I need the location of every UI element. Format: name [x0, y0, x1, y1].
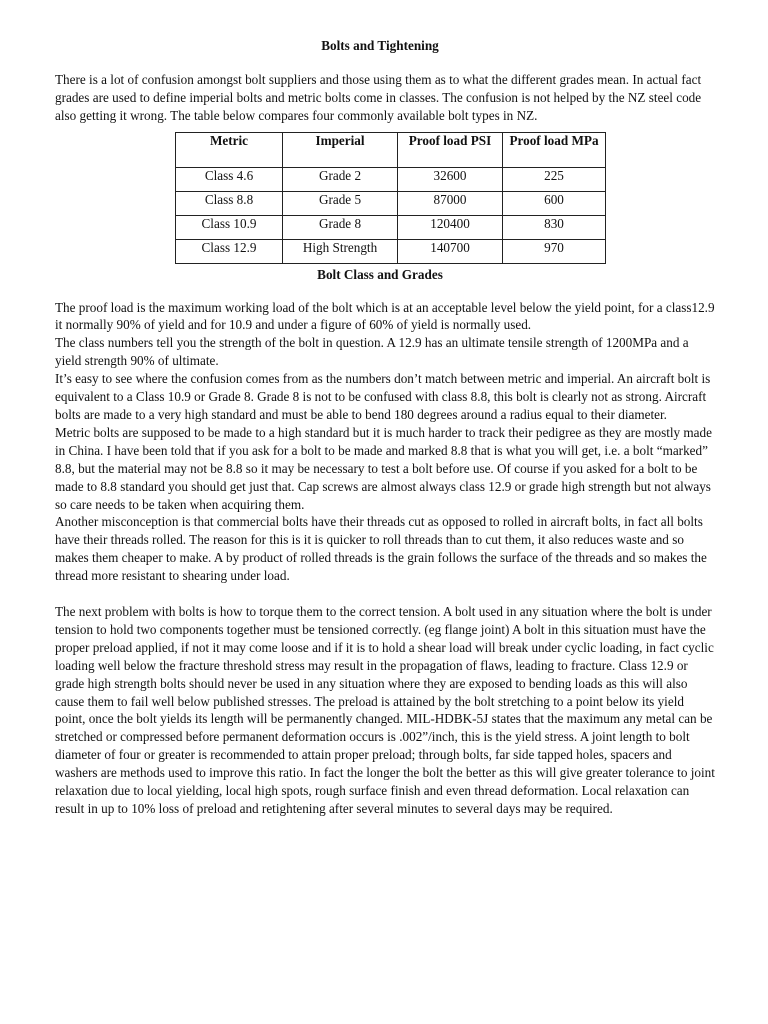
- header-metric: Metric: [176, 132, 283, 167]
- table-cell: 140700: [398, 239, 503, 263]
- table-cell: 225: [503, 167, 606, 191]
- table-cell: Class 4.6: [176, 167, 283, 191]
- table-caption: Bolt Class and Grades: [317, 266, 443, 282]
- table-cell: Grade 5: [283, 191, 398, 215]
- table-cell: 830: [503, 215, 606, 239]
- table-row: [176, 215, 606, 239]
- paragraph-spacer: [55, 585, 715, 603]
- table-row: [176, 167, 606, 191]
- table-cell: Class 10.9: [176, 215, 283, 239]
- body-paragraph: The class numbers tell you the strength of the bolt in question. A 12.9 has an ultimate tensile strength of 1200MPa and a yield strength 90% of ultimate.: [55, 335, 689, 369]
- table-row: [176, 191, 606, 215]
- document-title: Bolts and Tightening: [321, 38, 439, 53]
- header-imperial: Imperial: [283, 132, 398, 167]
- table-header-row: [176, 132, 606, 167]
- table-cell: High Strength: [283, 239, 398, 263]
- document-page: [55, 37, 715, 818]
- body-paragraph: It’s easy to see where the confusion comes from as the numbers don’t match between metric and imperial. An aircraft bolt is equivalent to a Class 10.9 or Grade 8. Grade 8 is not to be confused with class 8.8, this bolt is clearly not as strong. Aircraft bolts are made to a very high standard and must be able to bend 180 degrees around a radius equal to their diameter.: [55, 371, 711, 422]
- bolt-grades-table: [175, 132, 606, 264]
- table-cell: 970: [503, 239, 606, 263]
- body-paragraph: The proof load is the maximum working load of the bolt which is at an acceptable level below the yield point, for a class12.9 it normally 90% of yield and for 10.9 and under a figure of 60% of yield is normally used.: [55, 299, 715, 333]
- intro-paragraph: There is a lot of confusion amongst bolt suppliers and those using them as to what the different grades mean. In actual fact grades are used to define imperial bolts and metric bolts come in classes. The confusion is not helped by the NZ steel code also getting it wrong. The table below compares four commonly available bolt types in NZ.: [55, 71, 702, 123]
- table-cell: Class 12.9: [176, 239, 283, 263]
- table-cell: 120400: [398, 215, 503, 239]
- body-paragraph: Metric bolts are supposed to be made to a high standard but it is much harder to track their pedigree as they are mostly made in China. I have been told that if you ask for a bolt to be made and marked 8.8 that is what you will get, i.e. a bolt “marked” 8.8, but the material may not be 8.8 so it may be necessary to test a bolt before use. Of course if you asked for a bolt to be made to 8.8 standard you should get just that. Cap screws are almost always class 12.9 or grade high strength but not always so care needs to be taken when acquiring them.: [55, 424, 712, 512]
- table-row: [176, 239, 606, 263]
- table-cell: 600: [503, 191, 606, 215]
- table-cell: 87000: [398, 191, 503, 215]
- table-cell: 32600: [398, 167, 503, 191]
- torque-paragraph: The next problem with bolts is how to torque them to the correct tension. A bolt used in any situation where the bolt is under tension to hold two components together must be tensioned correctly. (eg flange joint) A bolt in this situation must have the proper preload applied, if not it may come loose and if it is to hold a shear load will break under cyclic loading, in fact cyclic loading well below the fracture threshold stress may result in the propagation of flaws, leading to fracture. Class 12.9 or grade high strength bolts should never be used in any situation where they are exposed to bending loads as this will also cause them to fail well below published stresses. The preload is attained by the bolt stretching to a point below its yield point, once the bolt yields its length will be permanently changed. MIL-HDBK-5J states that the maximum any metal can be stretched or compressed before permanent deformation occurs is .002”/inch, this is the yield stress. A joint length to bolt diameter of four or greater is recommended to attain proper preload; through bolts, far side tapped holes, spacers and washers are methods used to improve this ratio. In fact the longer the bolt the better as this will give greater tolerance to joint relaxation due to local yielding, local high spots, rough surface finish and even thread deformation. Local relaxation can result in up to 10% loss of preload and retightening after several minutes to several days may be required.: [55, 604, 715, 816]
- table-cell: Grade 8: [283, 215, 398, 239]
- table-cell: Grade 2: [283, 167, 398, 191]
- body-paragraph: Another misconception is that commercial bolts have their threads cut as opposed to rolled in aircraft bolts, in fact all bolts have their threads rolled. The reason for this is it is quicker to roll threads than to cut them, it also reduces waste and so makes them cheaper to make. A by product of rolled threads is the grain follows the surface of the threads and so makes the thread more resistant to shearing under load.: [55, 514, 707, 584]
- header-proof-load-mpa: Proof load MPa: [503, 132, 606, 167]
- table-cell: Class 8.8: [176, 191, 283, 215]
- header-proof-load-psi: Proof load PSI: [398, 132, 503, 167]
